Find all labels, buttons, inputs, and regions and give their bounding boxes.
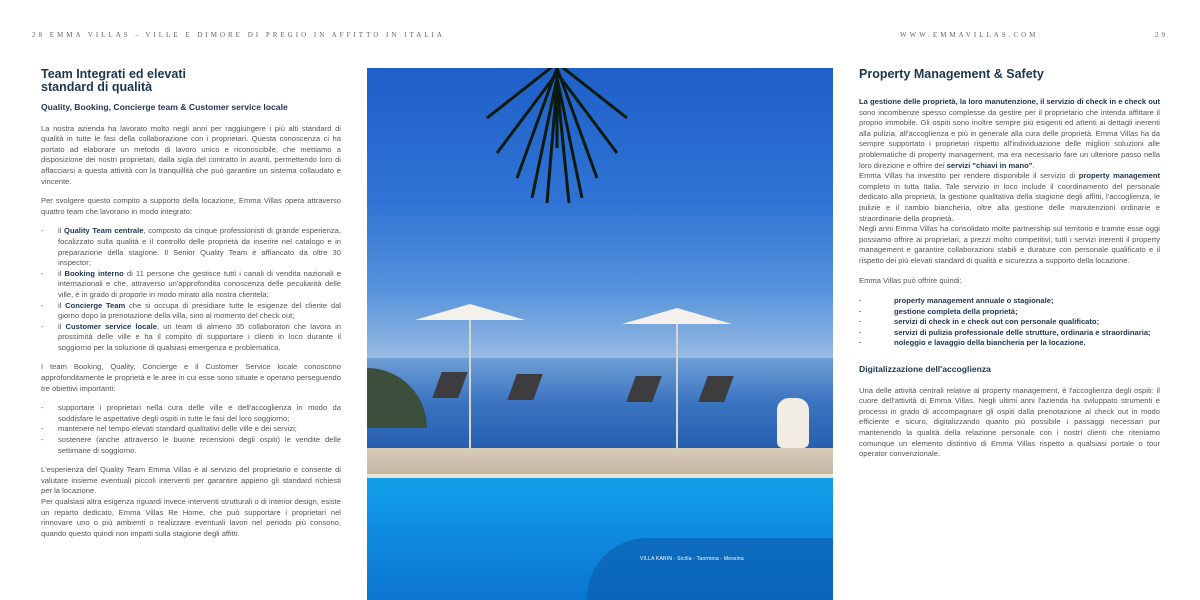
right-page-header bbox=[900, 31, 1168, 39]
umbrella-pole bbox=[469, 320, 471, 450]
umbrella bbox=[622, 308, 732, 324]
paragraph: Emma Villas può offrire quindi: bbox=[859, 275, 962, 285]
section-subtitle-team: Quality, Booking, Concierge team & Customer service locale bbox=[41, 102, 288, 112]
villa-photo bbox=[367, 68, 833, 600]
section-title-property: Property Management & Safety bbox=[859, 67, 1044, 81]
list-item: - il Concierge Team che si occupa di presidiare tutte le esigenze del cliente dal giorno dopo la prenotazione della villa, sino al momento del check out; bbox=[41, 301, 341, 322]
section-subtitle-digital: Digitalizzazione dell'accoglienza bbox=[859, 364, 991, 375]
section-title-team: Team Integrati ed elevati standard di qualità bbox=[41, 67, 186, 94]
list-item: · servizi di pulizia professionale delle strutture, ordinaria e straordinaria; bbox=[859, 328, 1160, 339]
paragraph: Per svolgere questo compito a supporto della locazione, Emma Villas opera attraverso quattro team che lavorano in modo integrato: bbox=[41, 196, 341, 216]
umbrella-pole bbox=[676, 324, 678, 450]
list-item: - il Booking interno di 11 persone che gestisce tutti i canali di vendita nazionali e internazionali e che, attraverso un'approfondita conoscenza delle peculiarità delle ville, è in grado di proporle in modo mirato alla nostra clientela; bbox=[41, 269, 341, 301]
face-sculpture bbox=[777, 398, 809, 448]
list-item: - il Quality Team centrale, composto da cinque professionisti di grande esperienza, focalizzato sulla qualità e il controllo delle proprietà da inserire nel catalogo e in preparazione della stagione. Il Senior Quality Team è affiancato da oltre 30 inspector; bbox=[41, 226, 341, 268]
photo-caption: VILLA KARIN - Sicilia - Taormina - Messina bbox=[640, 556, 744, 562]
paragraph: I team Booking, Quality, Concierge e il Customer Service locale conoscono approfonditamente le proprietà e le aree in cui esse sono situate e operano perseguendo tre obiettivi importanti: bbox=[41, 362, 341, 393]
teams-list bbox=[41, 226, 341, 353]
list-item: · property management annuale o stagionale; bbox=[859, 296, 1160, 307]
list-item: - supportare i proprietari nella cura delle ville e dell'accoglienza in modo da soddisfare le aspettative degli ospiti in tutte le fasi del loro soggiorno; bbox=[41, 403, 341, 424]
list-item: · gestione completa della proprietà; bbox=[859, 307, 1160, 318]
left-page-header: 28 EMMA VILLAS - VILLE E DIMORE DI PREGIO IN AFFITTO IN ITALIA bbox=[32, 31, 445, 39]
list-item: · noleggio e lavaggio della biancheria per la locazione. bbox=[859, 338, 1160, 349]
list-item: - sostenere (anche attraverso le buone recensioni degli ospiti) le vendite delle settimane di soggiorno. bbox=[41, 435, 341, 456]
page-number-right: 29 bbox=[1155, 31, 1168, 39]
palm-frond bbox=[457, 68, 657, 208]
paragraph: La gestione delle proprietà, la loro manutenzione, il servizio di check in e check out sono incombenze spesso complesse da gestire per il proprietario che intenda affittare il proprio immobile. Gli ospiti sono inoltre sempre più esigenti ed attenti ai dettagli inerenti alla pulizia, all'accoglienza e più in generale alla cura delle proprietà. Emma Villas ha da sempre supportato i proprietari rispetto all'individuazione delle migliori soluzioni alle problematiche di property management, ma era necessario fare un ulteriore passo nella loro direzione e offrire dei servizi "chiavi in mano". bbox=[859, 97, 1160, 170]
paragraph: Emma Villas ha investito per rendere disponibile il servizio di property management completo in tutta Italia. Tale servizio in loco include il coordinamento del personale dedicato alla proprietà, la gestione qualitativa della stagione degli affitti, l'accoglienza, le pulizie e il cambio biancheria, oltre alla gestione delle manutenzioni ordinarie e straordinarie della proprietà. bbox=[859, 171, 1160, 223]
list-item: - mantenere nel tempo elevati standard qualitativi delle ville e dei servizi; bbox=[41, 424, 341, 435]
paragraph: La nostra azienda ha lavorato molto negli anni per raggiungere i più alti standard di qualità in tutte le fasi della collaborazione con i proprietari. Questa conoscenza ci ha portato ad elaborare un metodo di lavoro unico e riconoscibile, che mettiamo a disposizione dei nostri proprietari, dalla sigla del contratto in avanti, permettendo loro di affacciarsi a questa attività con la tranquillità che può garantire un sistema collaudato e vincente. bbox=[41, 123, 341, 186]
offers-list bbox=[859, 296, 1160, 349]
paragraph: Per qualsiasi altra esigenza riguardi invece interventi strutturali o di interior design, esiste un reparto dedicato, Emma Villas Re Home, che può supportare i proprietari nel rinnovare uno o più ambienti o realizzare eventuali lavori nel periodo più consono, quando questo quindi non impatti sulla stagione degli affitti. bbox=[41, 497, 341, 538]
left-column bbox=[41, 68, 341, 548]
website-url[interactable]: WWW.EMMAVILLAS.COM bbox=[900, 31, 1039, 39]
list-item: - il Customer service locale, un team di almeno 35 collaboratori che lavora in prossimità delle ville e ha il compito di supportare i clienti in loco durante il soggiorno per la soluzione di qualsiasi emergenza e problematica. bbox=[41, 322, 341, 354]
paragraph: Negli anni Emma Villas ha consolidato molte partnership sul territorio e tramite esse oggi possiamo offrire ai proprietari, a prezzi molto competitivi, tutti i servizi inerenti il property management e garantire collaborazioni stabili e durature con personale qualificato e il rispetto dei più elevati standard di qualità e sicurezza a supporto della locazione. bbox=[859, 224, 1160, 265]
right-column bbox=[859, 68, 1160, 469]
paragraph: Una delle attività centrali relative al property management, è l'accoglienza degli ospiti: il cuore dell'attività di Emma Villas. Negli ultimi anni l'azienda ha sviluppato strumenti e processi in grado di accompagnare gli ospiti dalla prenotazione al check out in modo efficiente e sicuro, digitalizzando quanto più possibile i passaggi necessari pur mantenendo la qualità della relazione personale con i nostri clienti che riteniamo comunque un elemento distintivo di Emma Villas rispetto a qualsiasi portale o tour operator convenzionale. bbox=[859, 385, 1160, 459]
goals-list bbox=[41, 403, 341, 456]
paragraph: L'esperienza del Quality Team Emma Villas è al servizio del proprietario e consente di valutare insieme eventuali piccoli interventi per garantire appieno gli standard richiesti per la locazione. bbox=[41, 465, 341, 496]
umbrella bbox=[415, 304, 525, 320]
list-item: · servizi di check in e check out con personale qualificato; bbox=[859, 317, 1160, 328]
pool-shadow bbox=[587, 538, 833, 600]
